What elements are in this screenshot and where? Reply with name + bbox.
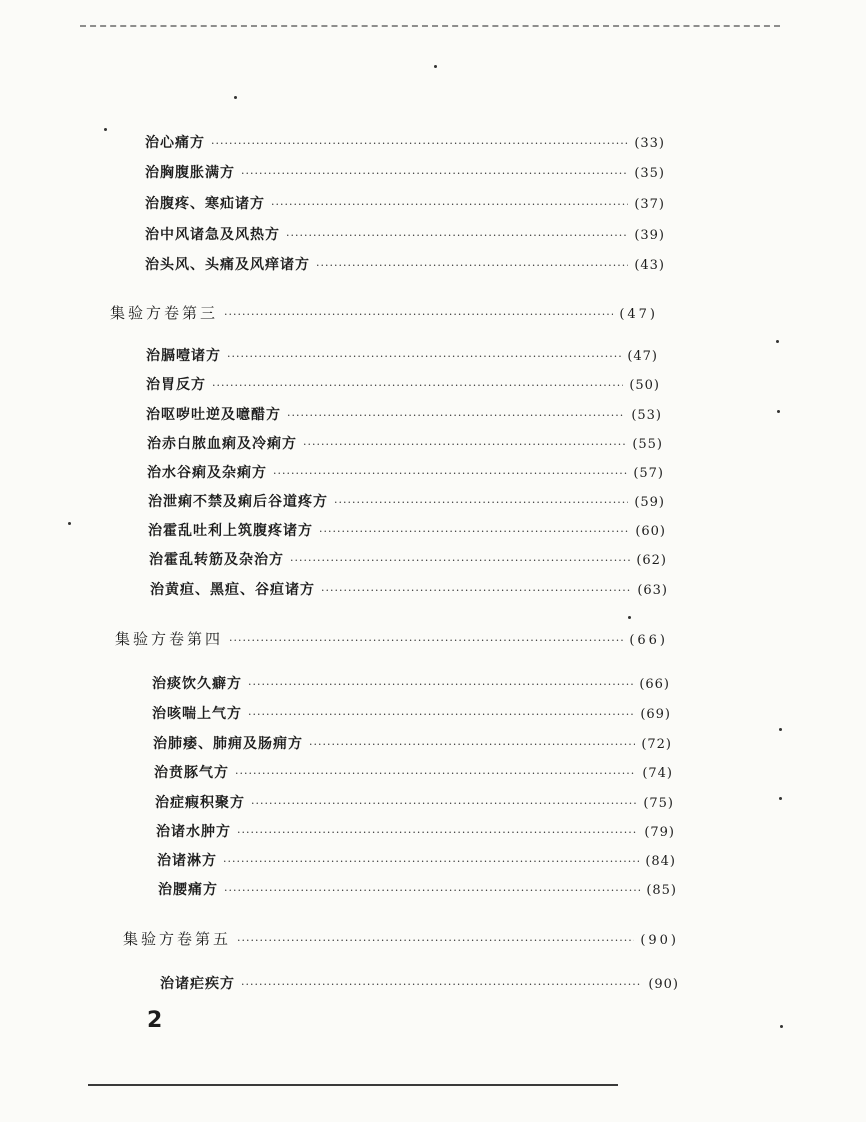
toc-entry-title: 治呕哕吐逆及噫醋方 [146,407,281,423]
toc-entry[interactable] [152,673,670,693]
dot-leader [237,826,638,839]
toc-entry-title: 治膈噎诸方 [146,348,221,364]
toc-entry-page: (37) [634,197,665,212]
dot-leader [321,584,631,597]
toc-entry-page: (35) [634,166,665,181]
dot-leader [251,797,637,810]
toc-entry[interactable] [156,821,675,841]
toc-entry-title: 治霍乱吐利上筑腹疼诸方 [148,523,313,539]
toc-entry-title: 治中风诸急及风热方 [145,227,280,243]
toc-entry[interactable] [147,433,663,453]
dot-leader [309,738,635,751]
toc-entry-page: (39) [634,228,665,243]
dot-leader [271,198,628,211]
toc-entry[interactable] [150,579,668,599]
toc-entry-page: (63) [637,583,668,598]
toc-entry[interactable] [155,792,674,812]
toc-entry[interactable] [154,762,673,782]
toc-entry-title: 治诸水肿方 [156,824,231,840]
toc-entry-title: 治泄痢不禁及痢后谷道疼方 [148,494,328,510]
toc-entry-title: 治黄疸、黑疸、谷疸诸方 [150,582,315,598]
toc-entry-title: 治心痛方 [145,135,205,151]
dot-leader [303,438,626,451]
toc-entry-page: (53) [631,408,662,423]
toc-entry[interactable] [146,404,662,424]
toc-entry[interactable] [145,132,665,152]
toc-entry[interactable] [145,162,665,182]
toc-entry-title: 治霍乱转筋及杂治方 [149,552,284,568]
toc-entry-page: (57) [633,466,664,481]
dot-leader [248,708,634,721]
dot-leader [224,884,640,897]
toc-entry-page: (60) [635,524,666,539]
toc-entry-page: (47) [627,349,658,364]
toc-entry-title: 治诸淋方 [157,853,217,869]
dot-leader [248,678,633,691]
toc-entry[interactable] [158,879,677,899]
dot-leader [273,467,627,480]
toc-entry[interactable] [148,520,666,540]
toc-entry-page: (55) [632,437,663,452]
toc-entry-page: (62) [636,553,667,568]
dot-leader [224,308,613,321]
toc-entry-title: 治咳喘上气方 [152,706,242,722]
toc-entry-title: 治贲豚气方 [154,765,229,781]
dot-leader [286,229,628,242]
toc-entry[interactable] [153,733,672,753]
dot-leader [241,167,628,180]
toc-entry-title: 治头风、头痛及风痒诸方 [145,257,310,273]
dot-leader [212,379,623,392]
toc-entry[interactable] [152,703,671,723]
toc-entry[interactable] [148,491,665,511]
toc-entry-page: (85) [646,883,677,898]
toc-entry-page: (59) [634,495,665,510]
toc-entry[interactable] [160,973,679,993]
toc-entry[interactable] [145,254,665,274]
toc-entry-title: 治胃反方 [146,377,206,393]
toc-entry-title: 治腰痛方 [158,882,218,898]
toc-entry-title: 治痰饮久癖方 [152,676,242,692]
toc-entry[interactable] [145,224,665,244]
dot-leader [334,496,628,509]
toc-entry-page: (66) [639,677,670,692]
toc-entry[interactable] [147,462,664,482]
dot-leader [287,409,625,422]
toc-entry-title: 集验方卷第三 [110,304,219,322]
dot-leader [319,525,629,538]
toc-entry-page: (90) [648,977,679,992]
toc-entry-title: 集验方卷第四 [115,630,224,648]
toc-entry-title: 治症瘕积聚方 [155,795,245,811]
toc-entry-title: 治胸腹胀满方 [145,165,235,181]
toc-entry-title: 治腹疼、寒疝诸方 [145,196,265,212]
dot-leader [290,554,630,567]
toc-entry[interactable] [146,374,660,394]
toc-entry-page: (72) [641,737,672,752]
toc-volume-heading[interactable] [123,928,679,949]
toc-entry-page: (50) [629,378,660,393]
toc-entry-page: (74) [642,766,673,781]
toc-volume-heading[interactable] [115,628,668,649]
toc-volume-heading[interactable] [110,302,658,323]
toc-entry[interactable] [145,193,665,213]
toc-entry[interactable] [157,850,676,870]
toc-entry-title: 治肺痿、肺痈及肠痈方 [153,736,303,752]
dot-leader [223,855,639,868]
bottom-scan-rule [88,1084,618,1086]
toc-entry-page: (66) [629,633,668,648]
toc-entry-title: 集验方卷第五 [123,930,232,948]
dot-leader [241,978,642,991]
dot-leader [211,137,628,150]
toc-entry-page: (43) [634,258,665,273]
toc-entry-page: (90) [640,933,679,948]
toc-entry-page: (79) [644,825,675,840]
dot-leader [235,767,636,780]
toc-entry-title: 治水谷痢及杂痢方 [147,465,267,481]
toc-entry-page: (47) [619,307,658,322]
toc-entry-page: (33) [634,136,665,151]
toc-entry-page: (84) [645,854,676,869]
page-number: 2 [147,1008,163,1033]
toc-entry-page: (75) [643,796,674,811]
dot-leader [229,634,623,647]
toc-entry-page: (69) [640,707,671,722]
dot-leader [316,259,628,272]
dot-leader [237,934,634,947]
toc-entry-title: 治赤白脓血痢及冷痢方 [147,436,297,452]
toc-entry[interactable] [146,345,658,365]
toc-entry-title: 治诸疟疾方 [160,976,235,992]
dot-leader [227,350,621,363]
toc-entry[interactable] [149,549,667,569]
